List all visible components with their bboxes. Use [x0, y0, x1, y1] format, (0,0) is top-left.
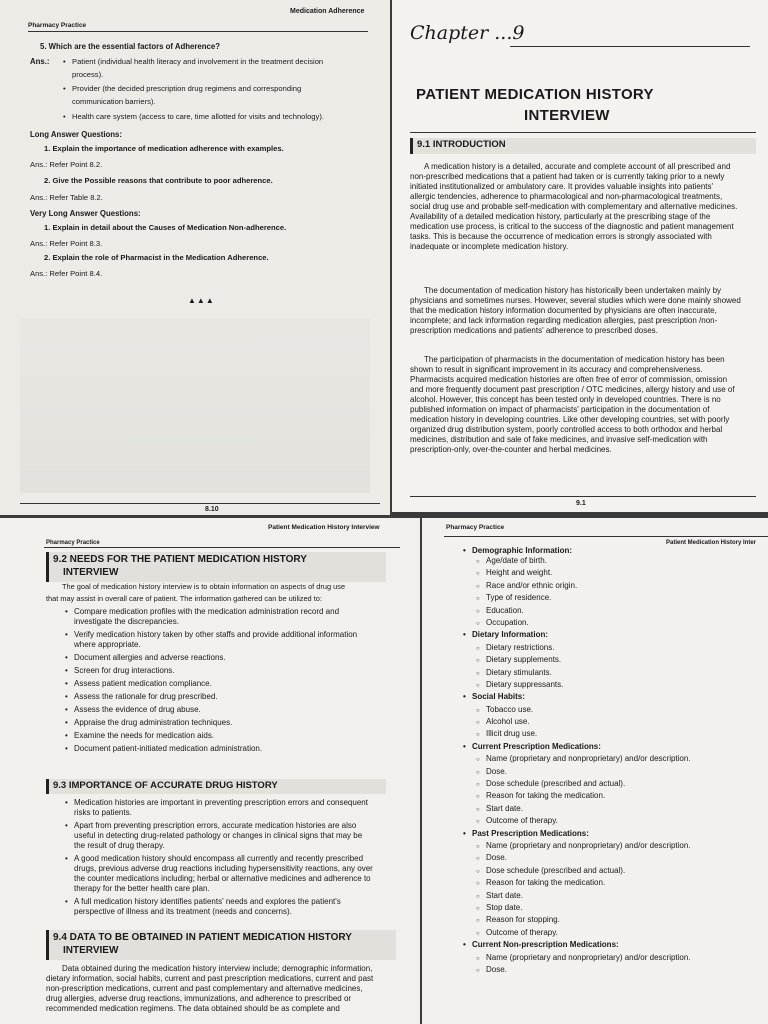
list-item: ○ Dose schedule (prescribed and actual). [486, 779, 768, 791]
factor-provider-cont: communication barriers). [72, 97, 156, 106]
running-header-left: Pharmacy Practice [446, 524, 505, 531]
list-item: ○ Height and weight. [486, 568, 768, 580]
very-long-answer-2: Ans.: Refer Point 8.4. [30, 269, 103, 278]
factor-patient: • Patient (individual health literacy and involvement in the treatment decision [72, 57, 323, 67]
page-9-3 [422, 518, 768, 1024]
very-long-answer-1: Ans.: Refer Point 8.3. [30, 239, 103, 248]
s92-needs-list: • Compare medication profiles with the medication administration record and investigate the discrepancies. • Verify medication history taken by other staffs and provide additional information where appropriate. • Document allergies and adverse reactions. • Screen for drug interactions. • Assess patient medication compliance. • Assess the rationale for drug prescribed. • Assess the evidence of drug abuse. • Appraise the drug administration techniques. • Examine the needs for medication aids. • Document patient-initiated medication administration. [74, 607, 404, 754]
long-answer-1: Ans.: Refer Point 8.2. [30, 160, 103, 169]
s92-intro-line1: The goal of medication history interview is to obtain information on aspects of drug use [62, 582, 346, 591]
group-social: • Social Habits: [472, 692, 768, 704]
need-item: • Assess patient medication compliance. [74, 679, 404, 689]
list-item: ○ Reason for taking the medication. [486, 791, 768, 803]
list-item: ○ Name (proprietary and nonproprietary) and/or description. [486, 841, 768, 853]
long-question-2: 2. Give the Possible reasons that contribute to poor adherence. [44, 176, 273, 185]
factor-patient-cont: process). [72, 70, 104, 79]
list-item: ○ Dietary stimulants. [486, 668, 768, 680]
page-number: 9.1 [576, 500, 586, 507]
need-item: • Examine the needs for medication aids. [74, 731, 404, 741]
very-long-question-1: 1. Explain in detail about the Causes of Medication Non-adherence. [44, 223, 287, 232]
importance-item: • Apart from preventing prescription errors, accurate medication histories are also [74, 821, 404, 831]
list-item: ○ Name (proprietary and nonproprietary) and/or description. [486, 953, 768, 965]
data-list [472, 546, 768, 977]
list-item: ○ Alcohol use. [486, 717, 768, 729]
list-item: ○ Reason for taking the medication. [486, 878, 768, 890]
long-answer-heading: Long Answer Questions: [30, 130, 122, 139]
chapter-title-line1: PATIENT MEDICATION HISTORY [416, 86, 654, 103]
group-dietary: • Dietary Information: [472, 630, 768, 642]
very-long-answer-heading: Very Long Answer Questions: [30, 209, 141, 218]
list-item: ○ Dose schedule (prescribed and actual). [486, 866, 768, 878]
need-item: • Screen for drug interactions. [74, 666, 404, 676]
very-long-question-2: 2. Explain the role of Pharmacist in the Medication Adherence. [44, 253, 269, 262]
title-rule [410, 132, 756, 133]
factor-provider: • Provider (the decided prescription drug regimens and corresponding [72, 84, 301, 94]
group-current-prescription: • Current Prescription Medications: [472, 742, 768, 754]
running-header-left: Pharmacy Practice [28, 22, 87, 29]
end-ornament: ▲▲▲ [188, 296, 215, 305]
list-item: ○ Reason for stopping. [486, 915, 768, 927]
section-9-4-heading: 9.4 DATA TO BE OBTAINED IN PATIENT MEDICATION HISTORY INTERVIEW [46, 930, 396, 960]
header-rule [44, 547, 400, 548]
need-item: • Document allergies and adverse reactions. [74, 653, 404, 663]
list-item: ○ Race and/or ethnic origin. [486, 581, 768, 593]
importance-item: • A good medication history should encompass all currently and recently prescribed [74, 854, 404, 864]
need-item: • Assess the evidence of drug abuse. [74, 705, 404, 715]
s94-paragraph: Data obtained during the medication history interview include; demographic information, dietary information, social habits, current and past prescription medications, current and past non-prescription medications, current and past complementary and alternative medicines, drug allergies, adverse drug reactions, immunizations, and adherence to prescribed or recommended medication regimens. The data obtained should be as complete and [46, 964, 374, 1013]
running-header-left: Pharmacy Practice [46, 540, 100, 546]
need-item: • Document patient-initiated medication administration. [74, 744, 404, 754]
list-item: ○ Outcome of therapy. [486, 816, 768, 828]
list-item: ○ Dietary suppressants. [486, 680, 768, 692]
footer-rule [410, 496, 756, 497]
header-rule [28, 31, 368, 32]
intro-paragraph-2: The documentation of medication history has historically been undertaken mainly by physicians and sometimes nurses. However, several studies which were done mainly showed that the medication history information documented by physicians are often inaccurate, incomplete; and lack information regarding medication allergies, past prescription /non- prescription medications and patients' adherence to prescribed doses. [410, 286, 741, 335]
long-answer-2: Ans.: Refer Table 8.2. [30, 193, 103, 202]
s92-intro-line2: that may assist in overall care of patient. The information gathered can be utilized to: [46, 594, 322, 603]
need-item: • Assess the rationale for drug prescribed. [74, 692, 404, 702]
list-item: ○ Type of residence. [486, 593, 768, 605]
list-item: ○ Start date. [486, 891, 768, 903]
page-9-1 [392, 0, 768, 512]
list-item: ○ Dose. [486, 965, 768, 977]
factor-health-system: • Health care system (access to care, time allotted for visits and technology). [72, 112, 324, 122]
list-item: ○ Dose. [486, 767, 768, 779]
list-item: ○ Age/date of birth. [486, 556, 768, 568]
list-item: ○ Outcome of therapy. [486, 928, 768, 940]
blank-area [20, 318, 370, 493]
running-header-right: Patient Medication History Interview [268, 524, 380, 531]
list-item: ○ Dietary supplements. [486, 655, 768, 667]
list-item: ○ Name (proprietary and nonproprietary) and/or description. [486, 754, 768, 766]
importance-item: • Medication histories are important in preventing prescription errors and consequent [74, 798, 404, 808]
need-item: • Compare medication profiles with the medication administration record and [74, 607, 404, 617]
answer-label: Ans.: [30, 57, 50, 66]
page-8-10 [0, 0, 390, 515]
section-9-3-heading: 9.3 IMPORTANCE OF ACCURATE DRUG HISTORY [46, 779, 386, 794]
section-9-2-heading: 9.2 NEEDS FOR THE PATIENT MEDICATION HISTORY INTERVIEW [46, 552, 386, 582]
header-rule [444, 536, 768, 537]
chapter-rule [510, 46, 750, 47]
list-item: ○ Tobacco use. [486, 705, 768, 717]
list-item: ○ Stop date. [486, 903, 768, 915]
need-item: • Appraise the drug administration techniques. [74, 718, 404, 728]
question-5: 5. Which are the essential factors of Adherence? [40, 42, 220, 51]
running-header-right: Patient Medication History Inter [666, 540, 757, 546]
list-item: ○ Dietary restrictions. [486, 643, 768, 655]
list-item: ○ Dose. [486, 853, 768, 865]
page-number: 8.10 [205, 506, 219, 513]
group-current-nonprescription: • Current Non-prescription Medications: [472, 940, 768, 952]
long-question-1: 1. Explain the importance of medication adherence with examples. [44, 144, 284, 153]
chapter-title-line2: INTERVIEW [524, 107, 610, 124]
list-item: ○ Start date. [486, 804, 768, 816]
intro-paragraph-3: The participation of pharmacists in the documentation of medication history has been shown to result in significant improvement in its accuracy and comprehensiveness. Pharmacists acquired medication histories are often free of error of commission, omission and more frequently document past prescription / OTC medicines, allergy history and use of alcohol. However, this concept has been tested only in developed countries. There is no published information on impact of pharmacists' participation in the documentation of medication history in developing countries. Like other developing countries, set with poorly organized drug distribution system, poorly controlled access to both orthodox and herbal medicines, distribution and sale of fake medicines, and invasive self-medication with prescription-only, over-the-counter and herbal medicines. [410, 355, 735, 454]
chapter-label: Chapter ...9 [410, 22, 525, 44]
need-item: • Verify medication history taken by other staffs and provide additional information [74, 630, 404, 640]
section-9-1-heading: 9.1 INTRODUCTION [410, 138, 756, 154]
list-item: ○ Illicit drug use. [486, 729, 768, 741]
group-demographic: • Demographic Information: [472, 546, 768, 556]
running-header-right: Medication Adherence [290, 8, 365, 15]
group-past-prescription: • Past Prescription Medications: [472, 829, 768, 841]
list-item: ○ Occupation. [486, 618, 768, 630]
importance-item: • A full medication history identifies patients' needs and explores the patient's [74, 897, 404, 907]
page-9-2 [0, 518, 420, 1024]
s93-importance-list: • Medication histories are important in preventing prescription errors and consequent risks to patients. • Apart from preventing prescription errors, accurate medication histories are also useful in detecting drug-related pathology or changes in clinical signs that may be the result of drug therapy. • A good medication history should encompass all currently and recently prescribed drugs, previous adverse drug reactions including hypersensitivity reactions, any over the counter medications including; herbal or alternative medicines and adherence to therapy for the better health care plan. • A full medication history identifies patients' needs and explores the patient's perspective of illness and its treatment (needs and concerns). [74, 798, 404, 917]
intro-paragraph-1: A medication history is a detailed, accurate and complete account of all prescribed and non-prescribed medications that a patient had taken or is currently taking prior to a newly initiated institutionalized or ambulatory care. It provides valuable insights into patients' allergic tendencies, adherence to pharmacological and non-pharmacological treatments, social drug use and probable self-medication with complementary and alternative medicines. Availability of a detailed medication history, particularly at the prescribing stage of the medication use process, is critical to the success of the diagnostic and patient management tasks. This is because the occurrence of medication errors is strongly associated with inadequate or incomplete medication history. [410, 162, 738, 251]
footer-rule [20, 503, 380, 504]
list-item: ○ Education. [486, 606, 768, 618]
